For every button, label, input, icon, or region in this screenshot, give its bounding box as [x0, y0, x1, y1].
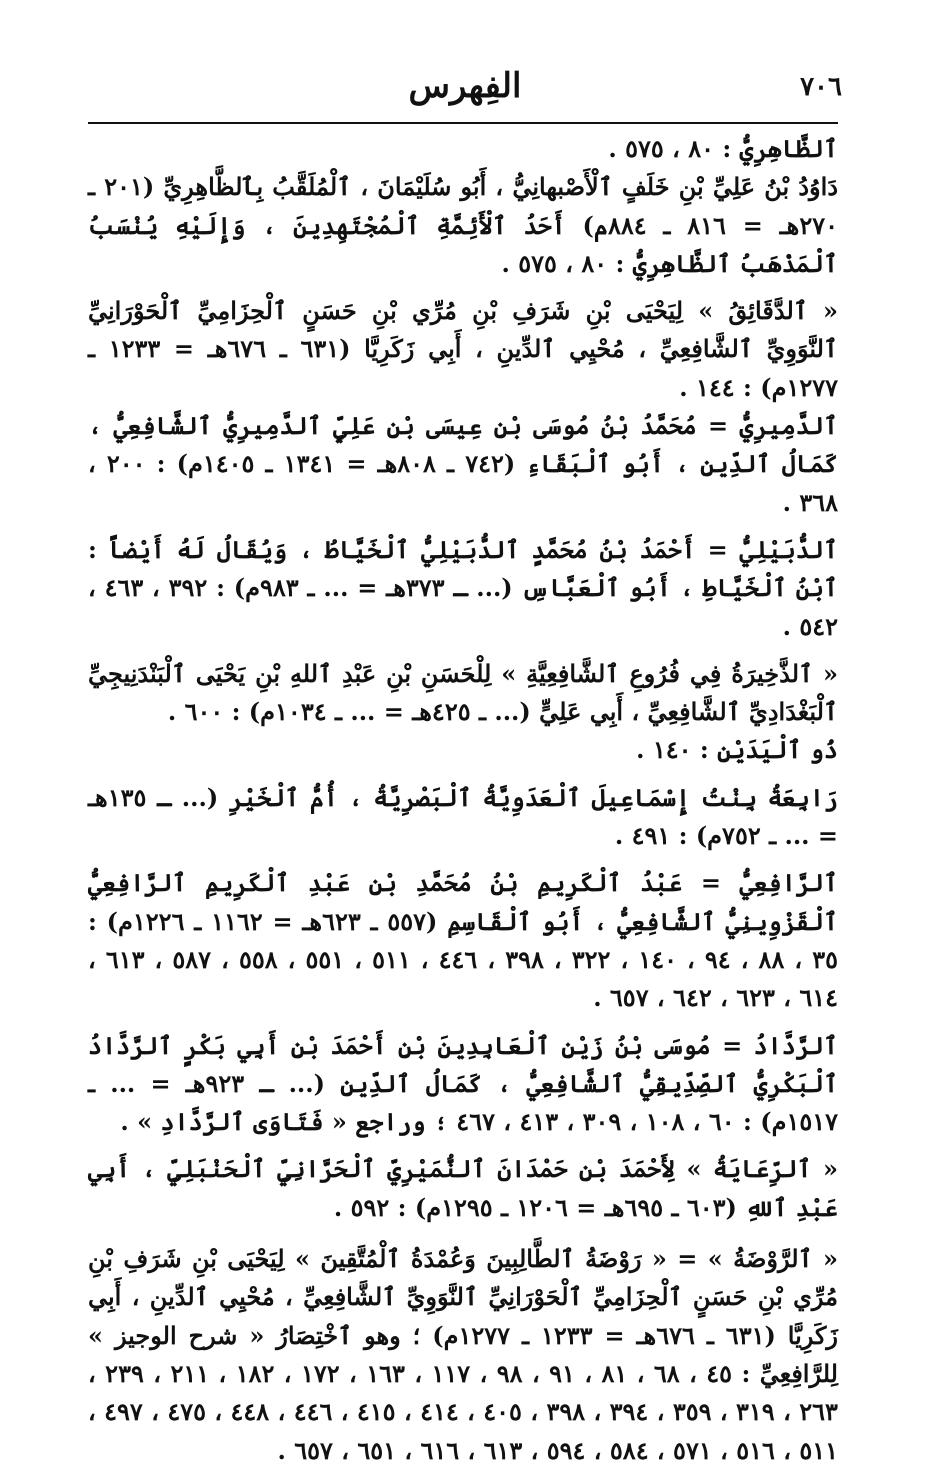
index-entry: ٱلدَّمِيرِيُّ = مُحَمَّدُ بْنُ مُوسَى بْنِ عِيسَى بْنِ عَلِيٍّ ٱلدَّمِيرِيُّ ٱلشَّافِعِيُّ ، كَمَالُ ٱلدِّينِ ، أَبُو ٱلْبَقَاءِ (٧٤٢ ـ ٨٠٨هـ = ١٣٤١ ـ ١٤٠٥م) : ٢٠٠ ، ٣٦٨ . — [88, 411, 838, 517]
index-entry: ٱلظَّاهِرِيُّ : ٨٠ ، ٥٧٥ . — [608, 134, 838, 163]
index-entry: « ٱلدَّقَائِقُ » لِيَحْيَى بْنِ شَرَفِ بْنِ مُرِّي بْنِ حَسَنٍ ٱلْحِزَامِيِّ ٱلْحَوْرَانِيِّ ٱلنَّوَوِيِّ ٱلشَّافِعِيِّ ، مُحْيِي ٱلدِّينِ ، أَبِي زَكَرِيَّا (٦٣١ ـ ٦٧٦هـ = ١٢٣٣ ـ ١٢٧٧م) : ١٤٤ . — [88, 296, 838, 402]
page-header — [88, 66, 842, 116]
index-entries — [88, 130, 838, 1470]
index-entry: دَاوُدُ بْنُ عَلِيِّ بْنِ خَلَفٍ ٱلْأَصْبهانِيُّ ، أَبُو سُلَيْمَانَ ، ٱلْمُلَقَّبُ بِٱلظَّاهِرِيِّ (٢٠١ ـ ٢٧٠هـ = ٨١٦ ـ ٨٨٤م) أَحَدُ ٱلْأَئِمَّةِ ٱلْمُجْتَهِدِينَ ، وَإِلَيْهِ يُنْسَبُ ٱلْمَذْهَبُ ٱلظَّاهِرِيُّ : ٨٠ ، ٥٧٥ . — [88, 172, 839, 278]
page-number: ٧٠٦ — [800, 72, 842, 102]
running-title: الفِهرس — [408, 66, 522, 106]
index-entry: « ٱلذَّخِيرَةُ فِي فُرُوعِ ٱلشَّافِعِيَّةِ » لِلْحَسَنِ بْنِ عَبْدِ ٱللهِ بْنِ يَحْيَى ٱلْبَنْدَنِيجِيِّ ٱلْبَغْدَادِيِّ ٱلشَّافِعِيِّ ، أَبِي عَلِيٍّ (... ـ ٤٢٥هـ = ... ـ ١٠٣٤م) : ٦٠٠ . — [88, 658, 838, 727]
index-entry: رَابِعَةُ بِنْتُ إِسْمَاعِيلَ ٱلْعَدَوِيَّةُ ٱلْبَصْرِيَّةُ ، أُمُّ ٱلْخَيْرِ (... ـ ١٣٥هـ = ... ـ ٧٥٢م) : ٤٩١ . — [88, 782, 838, 851]
header-rule — [88, 122, 838, 124]
index-entry: ٱلرَّدَّادُ = مُوسَى بْنُ زَيْنِ ٱلْعَابِدِينَ بْنِ أَحْمَدَ بْنِ أَبِي بَكْرٍ ٱلرَّدَّادُ ٱلْبَكْرِيُّ ٱلصِّدِّيقِيُّ ٱلشَّافِعِيُّ ، كَمَالُ ٱلدِّينِ (... ـ ٩٢٣هـ = ... ـ ١٥١٧م) : ٦٠ ، ١٠٨ ، ٣٠٩ ، ٤١٣ ، ٤٦٧ ؛ وراجع « فَتَاوَى ٱلرَّدَّادِ » . — [88, 1030, 839, 1137]
index-entry: « ٱلرَّوْضَةُ » = « رَوْضَةُ ٱلطَّالِبِينَ وَعُمْدَةُ ٱلْمُتَّقِينَ » لِيَحْيَى بْنِ شَرَفِ بْنِ مُرِّي بْنِ حَسَنٍ ٱلْحِزَامِيِّ ٱلْحَوْرَانِيِّ ٱلنَّوَوِيِّ ٱلشَّافِعِيِّ ، مُحْيِي ٱلدِّينِ ، أَبِي زَكَرِيَّا (٦٣١ ـ ٦٧٦هـ = ١٢٣٣ ـ ١٢٧٧م) ؛ وهو ٱخْتِصَارُ « شرح الوجيز » لِلرَّافِعِيِّ : ٤٥ ، ٦٨ ، ٨١ ، ٩١ ، ٩٨ ، ١١٧ ، ١٦٣ ، ١٧٢ ، ١٨٢ ، ٢١١ ، ٢٣٩ ، ٢٦٣ ، ٣١٩ ، ٣٥٩ ، ٣٩٤ ، ٣٩٨ ، ٤٠٥ ، ٤١٤ ، ٤١٥ ، ٤٤٦ ، ٤٤٨ ، ٤٧٥ ، ٤٩٧ ، ٥١١ ، ٥١٦ ، ٥٧١ ، ٥٨٤ ، ٥٩٤ ، ٦١٣ ، ٦١٦ ، ٦٥١ ، ٦٥٧ . — [88, 1244, 839, 1465]
index-entry: ٱلدُّبَيْلِيُّ = أَحْمَدُ بْنُ مُحَمَّدٍ ٱلدُّبَيْلِيُّ ٱلْخَيَّاطُ ، وَيُقَالُ لَهُ أَيْضاً : ٱبْنُ ٱلْخَيَّاطِ ، أَبُو ٱلْعَبَّاسِ (... ـ ٣٧٣هـ = ... ـ ٩٨٣م) : ٣٩٢ ، ٤٦٣ ، ٥٤٢ . — [88, 534, 838, 641]
index-entry: ذُو ٱلْيَدَيْنِ : ١٤٠ . — [636, 735, 838, 765]
index-entry: « ٱلرِّعَايَةُ » لِأَحْمَدَ بْنِ حَمْدَانَ ٱلنُّمَيْرِيِّ ٱلْحَرَّانِيِّ ٱلْحَنْبَلِيِّ ، أَبِي عَبْدِ ٱللهِ (٦٠٣ ـ ٦٩٥هـ = ١٢٠٦ ـ ١٢٩٥م) : ٥٩٢ . — [88, 1154, 838, 1222]
index-entry: ٱلرَّافِعِيُّ = عَبْدُ ٱلْكَرِيمِ بْنُ مُحَمَّدِ بْنِ عَبْدِ ٱلْكَرِيمِ ٱلرَّافِعِيُّ ٱلْقَزْوِينِيُّ ٱلشَّافِعِيُّ ، أَبُو ٱلْقَاسِمِ (٥٥٧ ـ ٦٢٣هـ = ١١٦٢ ـ ١٢٢٦م) : ٣٥ ، ٨٨ ، ٩٤ ، ١٤٠ ، ٣٢٢ ، ٣٩٨ ، ٤٤٦ ، ٥١١ ، ٥٥١ ، ٥٥٨ ، ٥٨٧ ، ٦١٣ ، ٦١٤ ، ٦٢٣ ، ٦٤٢ ، ٦٥٧ . — [88, 868, 838, 1013]
